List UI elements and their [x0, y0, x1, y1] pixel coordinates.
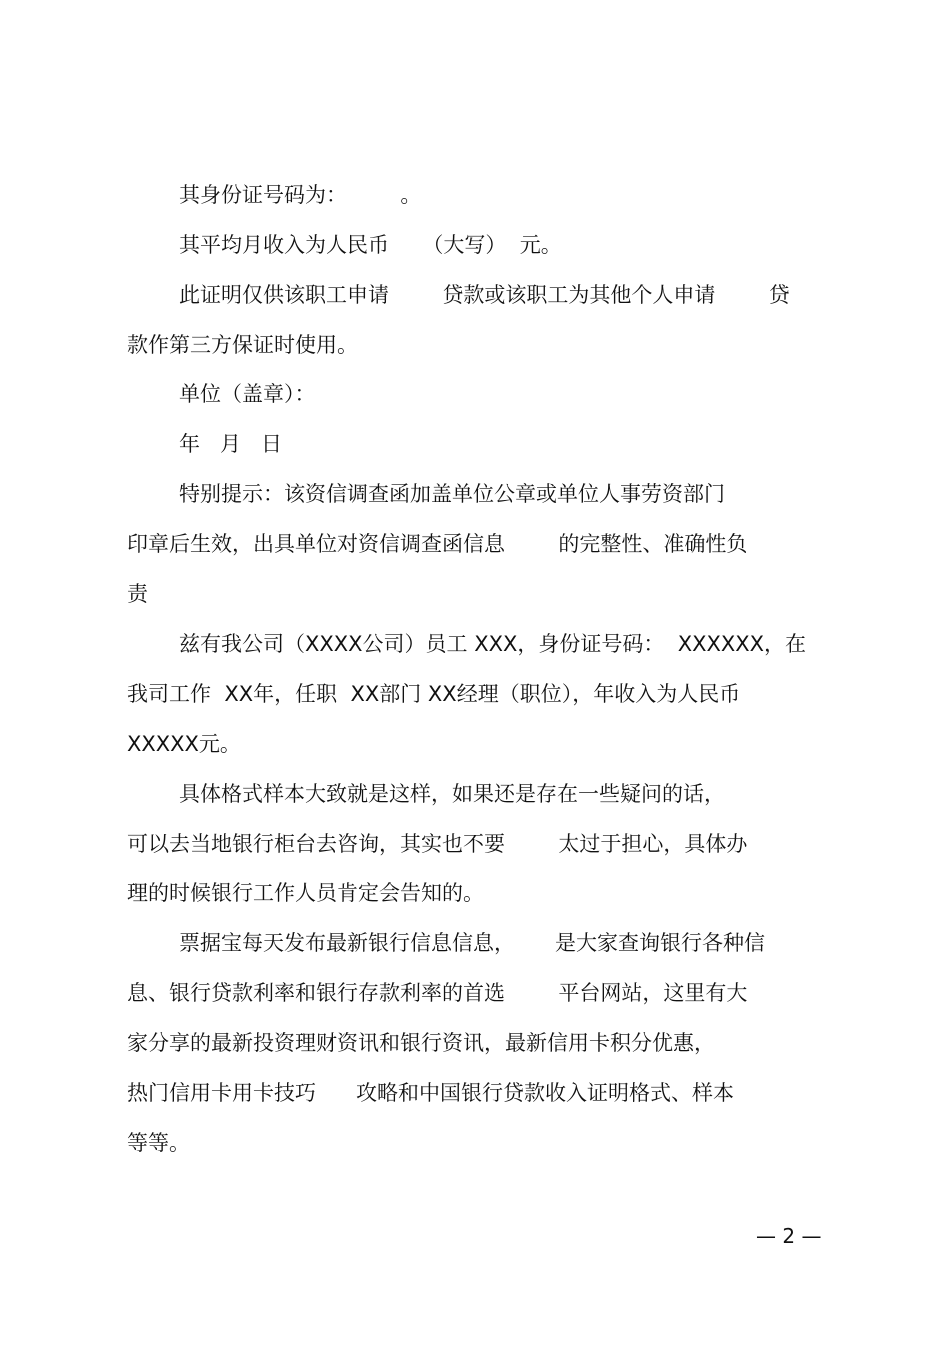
site-intro-line-4: 热门信用卡用卡技巧 攻略和中国银行贷款收入证明格式、样本	[127, 1081, 735, 1105]
sample-paragraph-line-2: 我司工作 XX年，任职 XX部门 XX经理（职位），年收入为人民币	[127, 682, 741, 706]
sample-paragraph-line-1: 兹有我公司（XXXX公司）员工 XXX，身份证号码： XXXXXX，在	[179, 632, 807, 656]
id-number-line: 其身份证号码为： 。	[179, 183, 422, 207]
format-note-line-3: 理的时候银行工作人员肯定会告知的。	[127, 881, 484, 905]
format-note-line-2: 可以去当地银行柜台去咨询，其实也不要 太过于担心，具体办	[127, 832, 748, 856]
monthly-income-line: 其平均月收入为人民币 （大写） 元。	[179, 233, 562, 257]
site-intro-line-1: 票据宝每天发布最新银行信息信息， 是大家查询银行各种信	[179, 931, 766, 955]
date-line: 年 月 日	[179, 432, 283, 456]
site-intro-line-2: 息、银行贷款利率和银行存款利率的首选 平台网站，这里有大	[127, 981, 748, 1005]
special-notice-line-3: 责	[127, 582, 148, 606]
usage-statement-line-2: 款作第三方保证时使用。	[127, 333, 358, 357]
special-notice-line-2: 印章后生效，出具单位对资信调查函信息 的完整性、准确性负	[127, 532, 748, 556]
sample-paragraph-line-3: XXXXX元。	[127, 732, 241, 756]
usage-statement-line-1: 此证明仅供该职工申请 贷款或该职工为其他个人申请 贷	[179, 283, 790, 307]
format-note-line-1: 具体格式样本大致就是这样，如果还是存在一些疑问的话，	[179, 782, 725, 806]
site-intro-line-5: 等等。	[127, 1131, 190, 1155]
seal-line: 单位（盖章）：	[179, 382, 316, 406]
page-number: — 2 —	[756, 1224, 822, 1248]
site-intro-line-3: 家分享的最新投资理财资讯和银行资讯，最新信用卡积分优惠，	[127, 1031, 715, 1055]
special-notice-line-1: 特别提示：该资信调查函加盖单位公章或单位人事劳资部门	[179, 482, 725, 506]
